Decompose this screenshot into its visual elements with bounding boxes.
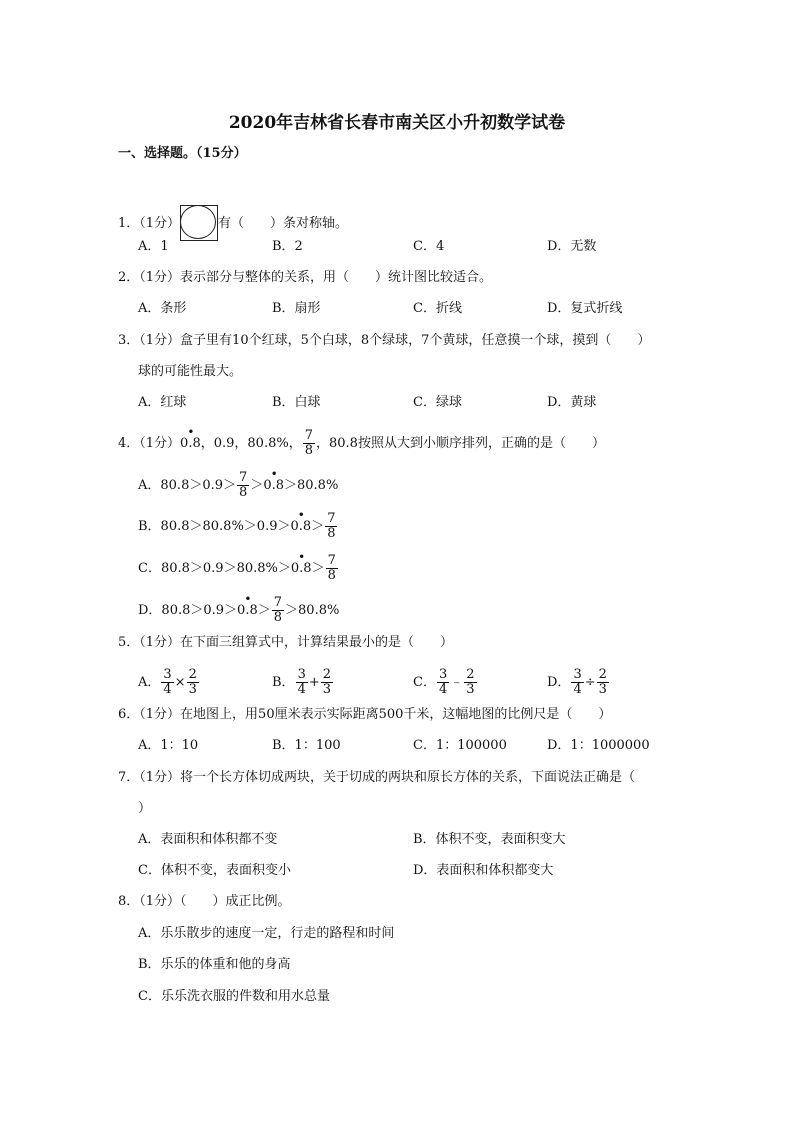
- question-text: ，80.8按照从大到小顺序排列，正确的是（ ）: [316, 436, 605, 451]
- option-a[interactable]: A．乐乐散步的速度一定，行走的路程和时间: [138, 926, 395, 941]
- question-7-line2: ）: [138, 801, 152, 816]
- option-a[interactable]: A．条形: [138, 301, 187, 316]
- option-d[interactable]: D．复式折线: [547, 301, 623, 316]
- repeat-dot: •: [187, 425, 195, 439]
- option-c[interactable]: C．4: [413, 239, 445, 254]
- option-a[interactable]: A．80.8＞0.9＞ $\frac{7}{8}$ ＞ • 0.8＞80.8%: [138, 467, 339, 500]
- fraction: $\frac{7}{8}$: [327, 553, 336, 583]
- option-b[interactable]: B．乐乐的体重和他的身高: [138, 957, 291, 972]
- option-c[interactable]: C．1：100000: [413, 738, 507, 753]
- option-b[interactable]: B． $\frac{3}{4}$ + $\frac{2}{3}$: [272, 667, 332, 697]
- option-a[interactable]: A． $\frac{3}{4}$ × $\frac{2}{3}$: [138, 667, 197, 697]
- option-d[interactable]: D．黄球: [547, 395, 597, 410]
- option-c[interactable]: C．绿球: [413, 395, 462, 410]
- fraction: $\frac{7}{8}$: [273, 595, 283, 625]
- circle-shape: [180, 205, 216, 239]
- option-a[interactable]: A．表面积和体积都不变: [138, 832, 278, 847]
- fraction: $\frac{7}{8}$: [327, 511, 336, 541]
- option-b[interactable]: B．1：100: [272, 738, 341, 753]
- question-3-line1: 3．（1分）盒子里有10个红球，5个白球，8个绿球，7个黄球，任意摸一个球，摸到（ ）: [118, 333, 651, 348]
- option-c[interactable]: C． $\frac{3}{4}$ ﹣ $\frac{2}{3}$: [413, 667, 475, 697]
- circle-in-square-figure: [180, 205, 218, 241]
- repeating-decimal: • 0.8: [180, 425, 201, 451]
- section-heading: 一、选择题。（15分）: [118, 146, 247, 161]
- fraction: $\frac{7}{8}$: [304, 428, 313, 458]
- option-b[interactable]: B．体积不变，表面积变大: [413, 832, 566, 847]
- option-c[interactable]: C．80.8＞0.9＞80.8%＞ • 0.8＞ $\frac{7}{8}$: [138, 550, 336, 583]
- option-c[interactable]: C．体积不变，表面积变小: [138, 863, 291, 878]
- option-d[interactable]: D．80.8＞0.9＞ • 0.8＞ $\frac{7}{8}$ ＞80.8%: [138, 592, 340, 625]
- option-d[interactable]: D． $\frac{3}{4}$ ÷ $\frac{2}{3}$: [547, 667, 607, 697]
- fraction: $\frac{7}{8}$: [239, 470, 248, 500]
- question-text: ，0.9，80.8%，: [200, 436, 302, 451]
- question-number: 4．（1分）: [118, 436, 181, 451]
- option-b[interactable]: B．2: [272, 239, 303, 254]
- question-number: 1．（1分）: [118, 216, 181, 231]
- repeating-decimal: • 0.8: [290, 508, 312, 534]
- question-4: [118, 425, 605, 458]
- question-1: [118, 205, 348, 241]
- option-b[interactable]: B．80.8＞80.8%＞0.9＞ • 0.8＞ $\frac{7}{8}$: [138, 508, 336, 541]
- question-7-line1: 7．（1分）将一个长方体切成两块，关于切成的两块和原长方体的关系，下面说法正确是（: [118, 770, 636, 785]
- question-6: 6．（1分）在地图上，用50厘米表示实际距离500千米，这幅地图的比例尺是（ ）: [118, 707, 612, 722]
- question-text: 有（ ）条对称轴。: [218, 216, 349, 231]
- repeating-decimal: • 0.8: [290, 550, 312, 576]
- option-c[interactable]: C．乐乐洗衣服的件数和用水总量: [138, 989, 330, 1004]
- question-5: 5．（1分）在下面三组算式中，计算结果最小的是（ ）: [118, 635, 454, 650]
- question-2: 2．（1分）表示部分与整体的关系，用（ ）统计图比较适合。: [118, 270, 493, 285]
- option-b[interactable]: B．白球: [272, 395, 321, 410]
- option-d[interactable]: D．表面积和体积都变大: [413, 863, 554, 878]
- option-a[interactable]: A．1: [138, 239, 169, 254]
- question-3-line2: 球的可能性最大。: [138, 364, 243, 379]
- option-c[interactable]: C．折线: [413, 301, 462, 316]
- option-b[interactable]: B．扇形: [272, 301, 321, 316]
- question-8: 8．（1分）（ ）成正比例。: [118, 894, 291, 909]
- option-a[interactable]: A．红球: [138, 395, 187, 410]
- repeating-decimal: • 0.8: [263, 467, 284, 493]
- option-d[interactable]: D．无数: [547, 239, 597, 254]
- option-a[interactable]: A．1：10: [138, 738, 199, 753]
- option-d[interactable]: D．1：1000000: [547, 738, 650, 753]
- repeating-decimal: • 0.8: [237, 592, 258, 618]
- page-title: 2020年吉林省长春市南关区小升初数学试卷: [228, 113, 566, 133]
